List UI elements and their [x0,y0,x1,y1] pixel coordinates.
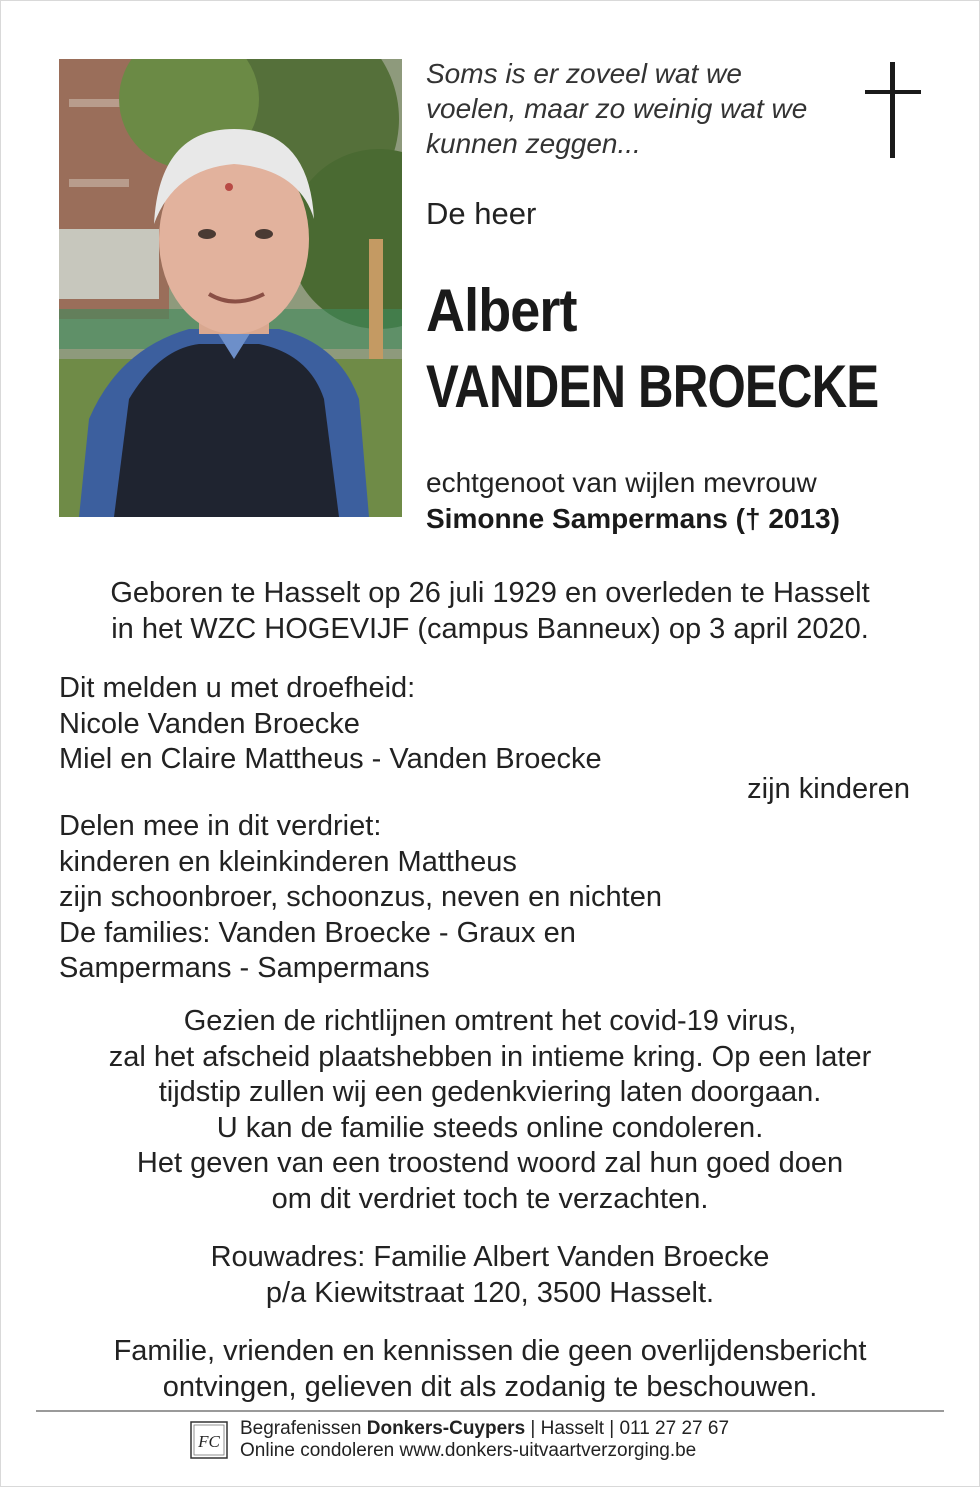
mourning-address [40,1240,940,1311]
covid-notice [40,1004,940,1217]
cross-icon [865,62,921,158]
portrait-photo [59,59,402,517]
footer-contact: | Hasselt | 011 27 27 67 [525,1418,730,1439]
memorial-quote: Soms is er zoveel wat we voelen, maar zo weinig wat we kunnen zeggen... [426,58,808,159]
closing-note [40,1334,940,1405]
funeral-home-logo [190,1421,228,1459]
closing-line: ontvingen, gelieven dit als zodanig te beschouwen. [162,1370,818,1403]
covid-line: zal het afscheid plaatshebben in intieme kring. Op een later [108,1040,872,1073]
covid-line: om dit verdriet toch te verzachten. [271,1182,709,1215]
funeral-home-info [240,1418,729,1440]
covid-line: U kan de familie steeds online condoleren. [216,1111,764,1144]
announcers-intro: Dit melden u met droefheid: [59,672,416,704]
birth-death-line: in het WZC HOGEVIJF (campus Banneux) op 3 april 2020. [111,612,869,645]
spouse-intro: echtgenoot van wijlen mevrouw [426,467,817,498]
announcer-name: Nicole Vanden Broecke [59,707,360,740]
footer-prefix: Begrafenissen [240,1418,367,1439]
deceased-last-name: VANDEN BROECKE [426,353,879,420]
sharing-line: kinderen en kleinkinderen Mattheus [59,845,517,878]
honorific: De heer [426,196,537,231]
funeral-home-name: Donkers-Cuypers [366,1418,526,1439]
sharing-line: zijn schoonbroer, schoonzus, neven en nichten [59,881,662,913]
covid-line: Het geven van een troostend woord zal hun goed doen [136,1147,844,1179]
sharing-intro: Delen mee in dit verdriet: [59,810,382,842]
portrait-illustration [59,59,402,517]
deceased-first-name: Albert [426,277,577,344]
announcers-block [59,671,602,778]
spouse-name: Simonne Sampermans († 2013) [426,503,840,534]
announcer-name: Miel en Claire Mattheus - Vanden Broecke [59,743,602,775]
covid-line: tijdstip zullen wij een gedenkviering laten doorgaan. [158,1076,822,1108]
address-line: Rouwadres: Familie Albert Vanden Broecke [210,1241,770,1273]
closing-line: Familie, vrienden en kennissen die geen overlijdensbericht [113,1335,867,1367]
logo-letters: FC [198,1432,220,1451]
sharing-block [59,809,662,987]
covid-line: Gezien de richtlijnen omtrent het covid-19 virus, [183,1005,797,1037]
sharing-line: De families: Vanden Broecke - Graux en [59,916,576,949]
children-relation: zijn kinderen [747,773,910,805]
online-condolence-link[interactable]: Online condoleren www.donkers-uitvaartverzorging.be [240,1440,697,1461]
birth-death-line: Geboren te Hasselt op 26 juli 1929 en overleden te Hasselt [110,577,870,609]
sharing-line: Sampermans - Sampermans [59,952,430,984]
address-line: p/a Kiewitstraat 120, 3500 Hasselt. [265,1276,715,1309]
birth-death-info [40,576,940,647]
footer-divider [36,1410,944,1412]
